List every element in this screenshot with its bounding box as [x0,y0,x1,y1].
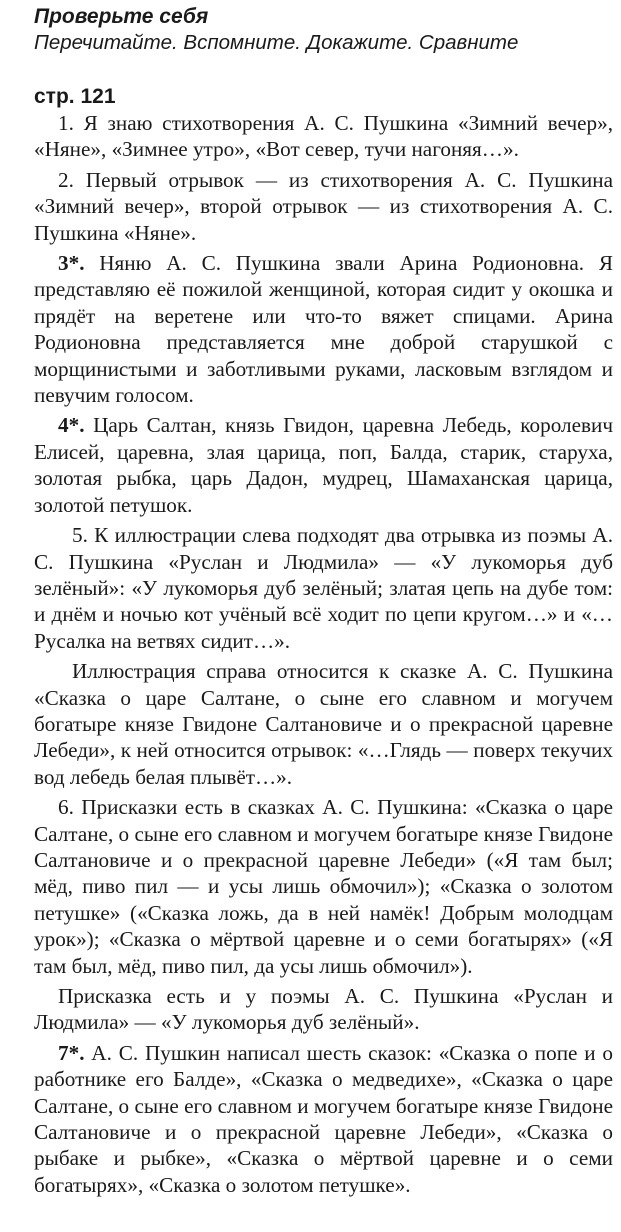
answer-number: 7*. [58,1040,85,1065]
answer-text: Царь Салтан, князь Гвидон, царевна Лебедь, королевич Елисей, царевна, злая царица, поп, Балда, старик, старуха, золотая рыбка, царь Дадон, мудрец, Шамаханская царица, золотой петушок. [34,413,613,517]
page-reference: стр. 121 [34,85,116,108]
answer-text: 2. Первый отрывок — из стихотворения А. С. Пушкина «Зимний вечер», второй отрывок — из стихотворения А. С. Пушкина «Няне». [34,167,613,245]
answer-2 [34,167,613,246]
section-subtitle: Перечитайте. Вспомните. Докажите. Сравните [34,31,519,54]
answer-text: А. С. Пушкин написал шесть сказок: «Сказка о попе и о работнике его Балде», «Сказка о медведихе», «Сказка о царе Салтане, о сыне его славном и могучем богатыре князе Гвидоне Салтановиче и о прекрасной царевне Лебеди», «Сказка о рыбаке и рыбке», «Сказка о мёртвой царевне и о семи богатырях», «Сказка о золотом петушке». [34,1040,613,1197]
answer-5-continued [34,658,613,790]
answer-7 [34,1040,613,1198]
answer-text: Няню А. С. Пушкина звали Арина Родионовна. Я представляю её пожилой женщиной, которая сидит у окошка и прядёт на веретене или что-то вяжет спицами. Арина Родионовна представляется мне доброй старушкой с морщинистыми и заботливыми руками, ласковым взглядом и певучим голосом. [34,251,613,408]
answer-text: 1. Я знаю стихотворения А. С. Пушкина «Зимний вечер», «Няне», «Зимнее утро», «Вот север, тучи нагоняя…». [34,111,613,162]
answer-3 [34,250,613,408]
answer-text: Присказка есть и у поэмы А. С. Пушкина «Руслан и Людмила» — «У лукоморья дуб зелёный». [34,984,613,1035]
answer-5 [34,522,613,654]
answer-number: 3*. [58,251,85,276]
answer-1 [34,110,613,163]
answer-text: 6. Присказки есть в сказках А. С. Пушкина: «Сказка о царе Салтане, о сыне его славном и могучем богатыре князе Гвидоне Салтановиче и о прекрасной царевне Лебеди» («Я там был; мёд, пиво пил — и усы лишь обмочил»); «Сказка о золотом петушке» («Сказка ложь, да в ней намёк! Добрым молодцам урок»); «Сказка о мёртвой царевне и о семи богатырях» («Я там был, мёд, пиво пил, да усы лишь обмочил»). [34,795,613,978]
answer-4 [34,412,613,518]
section-title: Проверьте себя [34,5,209,28]
answer-text: Иллюстрация справа относится к сказке А. С. Пушкина «Сказка о царе Салтане, о сыне его славном и могучем богатыре князе Гвидоне Салтановиче и о прекрасной царевне Лебеди», к ней относится отрывок: «…Глядь — поверх текучих вод лебедь белая плывёт…». [34,659,613,789]
answer-text: 5. К иллюстрации слева подходят два отрывка из поэмы А. С. Пушкина «Руслан и Людмила» — «У лукоморья дуб зелёный»: «У лукоморья дуб зелёный; златая цепь на дубе том: и днём и ночью кот учёный всё ходит по цепи кругом…» и «…Русалка на ветвях сидит…». [34,523,613,653]
answer-6-continued [34,983,613,1036]
answer-6 [34,794,613,979]
answer-number: 4*. [58,413,85,438]
